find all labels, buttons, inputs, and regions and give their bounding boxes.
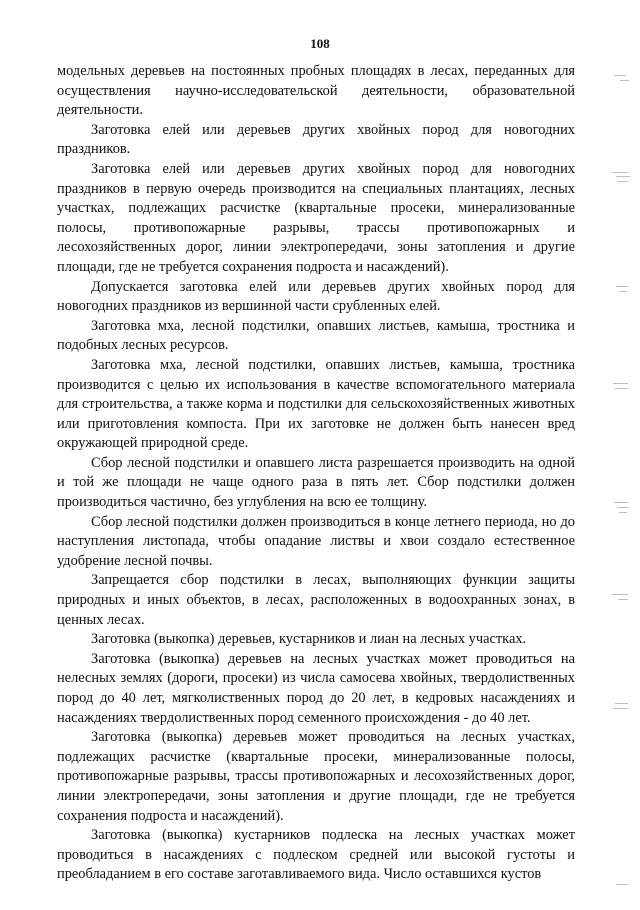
- body-text: [57, 62, 575, 885]
- paragraph-heading-digging-trees: Заготовка (выкопка) деревьев, кустарников и лиан на лесных участках.: [91, 631, 527, 648]
- paragraph: Сбор лесной подстилки и опавшего листа разрешается производить на одной и той же площади не чаще одного раза в пять лет. Сбор подстилки должен производиться частично, без углубления на всю ее толщину.: [57, 454, 575, 511]
- scan-speck: [610, 880, 636, 896]
- scan-speck: [610, 500, 636, 516]
- paragraph: Заготовка (выкопка) деревьев на лесных участках может проводиться на нелесных землях (дороги, просеки) из числа самосева хвойных, твердолиственных пород до 40 лет, мягколиственных пород до 20 лет, в кедровых насаждениях и насаждениях твердолиственных пород семенного происхождения - до 40 лет.: [57, 650, 575, 726]
- paragraph-heading-new-year-trees: Заготовка елей или деревьев других хвойных пород для новогодних праздников.: [57, 121, 575, 158]
- paragraph-heading-moss-litter: Заготовка мха, лесной подстилки, опавших листьев, камыша, тростника и подобных лесных ресурсов.: [57, 317, 575, 354]
- paragraph: Сбор лесной подстилки должен производиться в конце летнего периода, но до наступления листопада, чтобы опадание листвы и хвои создало естественное удобрение лесной почвы.: [57, 513, 575, 569]
- paragraph-continuation: модельных деревьев на постоянных пробных площадях в лесах, переданных для осуществления научно-исследовательской деятельности, образовательной деятельности.: [57, 63, 575, 119]
- paragraph: Допускается заготовка елей или деревьев других хвойных пород для новогодних праздников из вершинной части срубленных елей.: [57, 278, 575, 315]
- paragraph: Заготовка елей или деревьев других хвойных пород для новогодних праздников в первую очередь производится на специальных плантациях, лесных участках, подлежащих расчистке (квартальные просеки, минерализованные полосы, противопожарные разрывы, трассы противопожарных и лесохозяйственных дорог, линии электропередачи, зоны затопления и другие площади, где не требуется сохранения подроста и насаждений).: [57, 160, 575, 275]
- paragraph: Заготовка мха, лесной подстилки, опавших листьев, камыша, тростника производится с целью их использования в качестве вспомогательного материала для строительства, а также корма и подстилки для сельскохозяйственных животных или приготовления компоста. При их заготовке не должен быть нанесен вред окружающей природной среде.: [57, 356, 575, 452]
- scan-speck: [610, 700, 636, 716]
- scan-speck: [610, 72, 636, 88]
- paragraph: Заготовка (выкопка) кустарников подлеска на лесных участках может проводиться в насаждениях с подлеском средней или высокой густоты и преобладанием в его составе заготавливаемого вида. Число оставшихся кустов: [57, 827, 575, 883]
- scan-speck: [610, 380, 636, 396]
- scan-speck: [610, 590, 636, 606]
- scan-speck: [610, 282, 636, 298]
- scan-speck: [610, 170, 636, 186]
- paragraph: Заготовка (выкопка) деревьев может проводиться на лесных участках, подлежащих расчистке (квартальные просеки, минерализованные полосы, противопожарные разрывы, трассы противопожарных и лесохозяйственных дорог, линии электропередачи, зоны затопления и другие площади, где не требуется сохранения подроста и насаждений).: [57, 729, 575, 824]
- page-number: 108: [310, 36, 330, 51]
- paragraph: Запрещается сбор подстилки в лесах, выполняющих функции защиты природных и иных объектов, в лесах, расположенных в водоохранных зонах, в ценных лесах.: [57, 572, 575, 628]
